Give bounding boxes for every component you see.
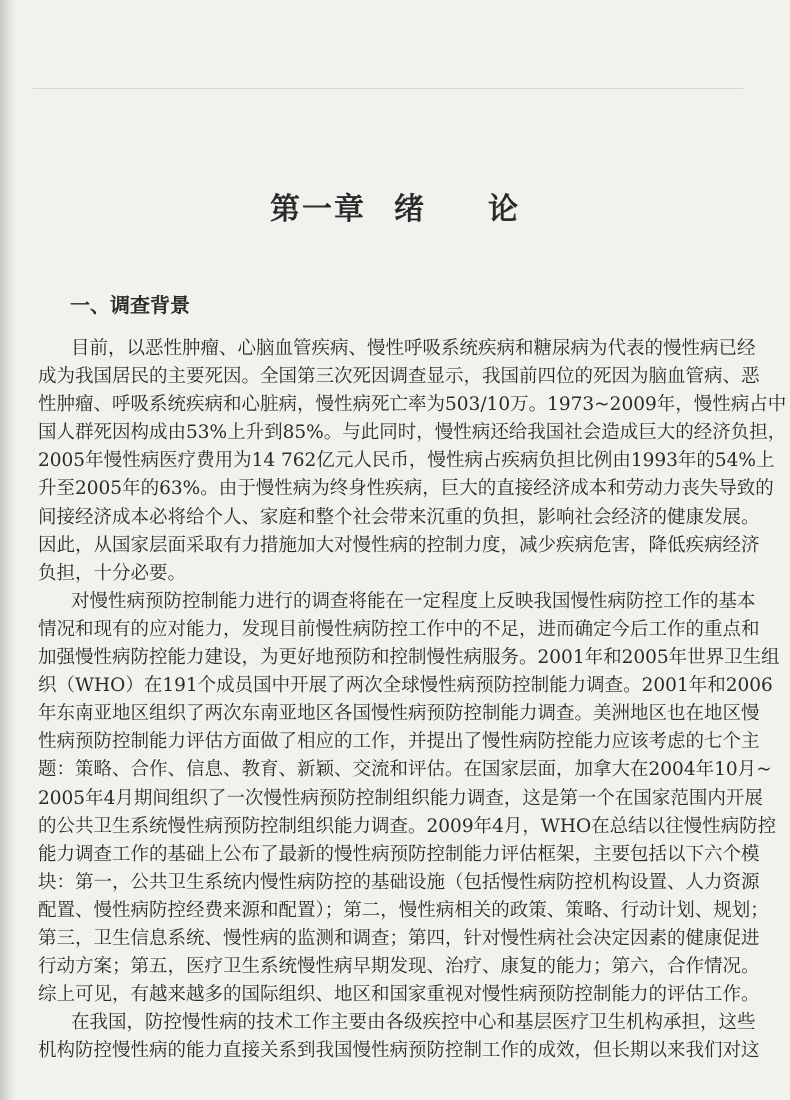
text-line: 情况和现有的应对能力，发现目前慢性病防控工作中的不足，进而确定今后工作的重点和 [38,618,760,640]
text-line: 目前，以恶性肿瘤、心脑血管疾病、慢性呼吸系统疾病和糖尿病为代表的慢性病已经 [71,338,756,359]
text-line: 升至2005年的63%。由于慢性病为终身性疾病，巨大的直接经济成本和劳动力丧失导致的 [38,478,774,500]
paragraph [38,588,780,1009]
text-line: 负担，十分必要。 [38,562,187,584]
text-line: 配置、慢性病防控经费来源和配置）；第二，慢性病相关的政策、策略、行动计划、规划； [38,899,769,921]
text-line: 年东南亚地区组织了两次东南亚地区各国慢性病预防控制能力调查。美洲地区也在地区慢 [38,703,760,725]
text-line: 机构防控慢性病的能力直接关系到我国慢性病预防控制工作的成效，但长期以来我们对这 [38,1040,760,1062]
text-line: 在我国，防控慢性病的技术工作主要由各级疾控中心和基层医疗卫生机构承担，这些 [71,1012,756,1034]
chapter-title-number: 第一章 [270,192,366,227]
text-line: 2005年4月期间组织了一次慢性病预防控制组织能力调查，这是第一个在国家范围内开展 [38,787,763,809]
text-line: 因此，从国家层面采取有力措施加大对慢性病的控制力度，减少疾病危害，降低疾病经济 [38,534,760,556]
text-line: 的公共卫生系统慢性病预防控制组织能力调查。2009年4月，WHO在总结以往慢性病防控 [38,815,777,837]
text-line: 行动方案；第五，医疗卫生系统慢性病早期发现、治疗、康复的能力；第六，合作情况。 [38,956,760,978]
text-line: 块：第一，公共卫生系统内慢性病防控的基础设施（包括慢性病防控机构设置、人力资源 [38,871,760,893]
text-line: 第三，卫生信息系统、慢性病的监测和调查；第四，针对慢性病社会决定因素的健康促进 [38,927,760,949]
header-rule [33,88,743,89]
chapter-title [0,184,790,228]
text-line: 2005年慢性病医疗费用为14 762亿元人民币，慢性病占疾病负担比例由1993年的54%上 [38,450,775,472]
text-line: 织（WHO）在191个成员国中开展了两次全球慢性病预防控制能力调查。2001年和2006 [38,675,773,697]
section-heading: 一、调查背景 [70,293,190,317]
body-text [38,335,787,1065]
chapter-title-word-1: 绪 [394,192,426,227]
text-line: 国人群死因构成由53%上升到85%。与此同时，慢性病还给我国社会造成巨大的经济负担， [38,422,787,444]
text-line: 性病预防控制能力评估方面做了相应的工作，并提出了慢性病防控能力应该考虑的七个主 [38,731,760,753]
text-line: 综上可见，有越来越多的国际组织、地区和国家重视对慢性病预防控制能力的评估工作。 [38,984,760,1006]
text-line: 性肿瘤、呼吸系统疾病和心脏病，慢性病死亡率为503/10万。1973~2009年，慢性病占中 [38,394,787,416]
text-line: 题：策略、合作、信息、教育、新颖、交流和评估。在国家层面，加拿大在2004年10月~ [38,759,772,781]
scan-edge-shadow [0,0,16,1100]
paragraph [38,1009,760,1065]
chapter-title-word-2: 论 [488,192,520,227]
text-line: 成为我国居民的主要死因。全国第三次死因调查显示，我国前四位的死因为脑血管病、恶 [38,366,760,388]
text-line: 间接经济成本必将给个人、家庭和整个社会带来沉重的负担，影响社会经济的健康发展。 [38,506,760,528]
text-line: 对慢性病预防控制能力进行的调查将能在一定程度上反映我国慢性病防控工作的基本 [71,590,756,612]
text-line: 能力调查工作的基础上公布了最新的慢性病预防控制能力评估框架，主要包括以下六个模 [38,843,760,865]
text-line: 加强慢性病防控能力建设，为更好地预防和控制慢性病服务。2001年和2005年世界卫生组 [38,647,780,669]
paragraph [38,335,787,588]
